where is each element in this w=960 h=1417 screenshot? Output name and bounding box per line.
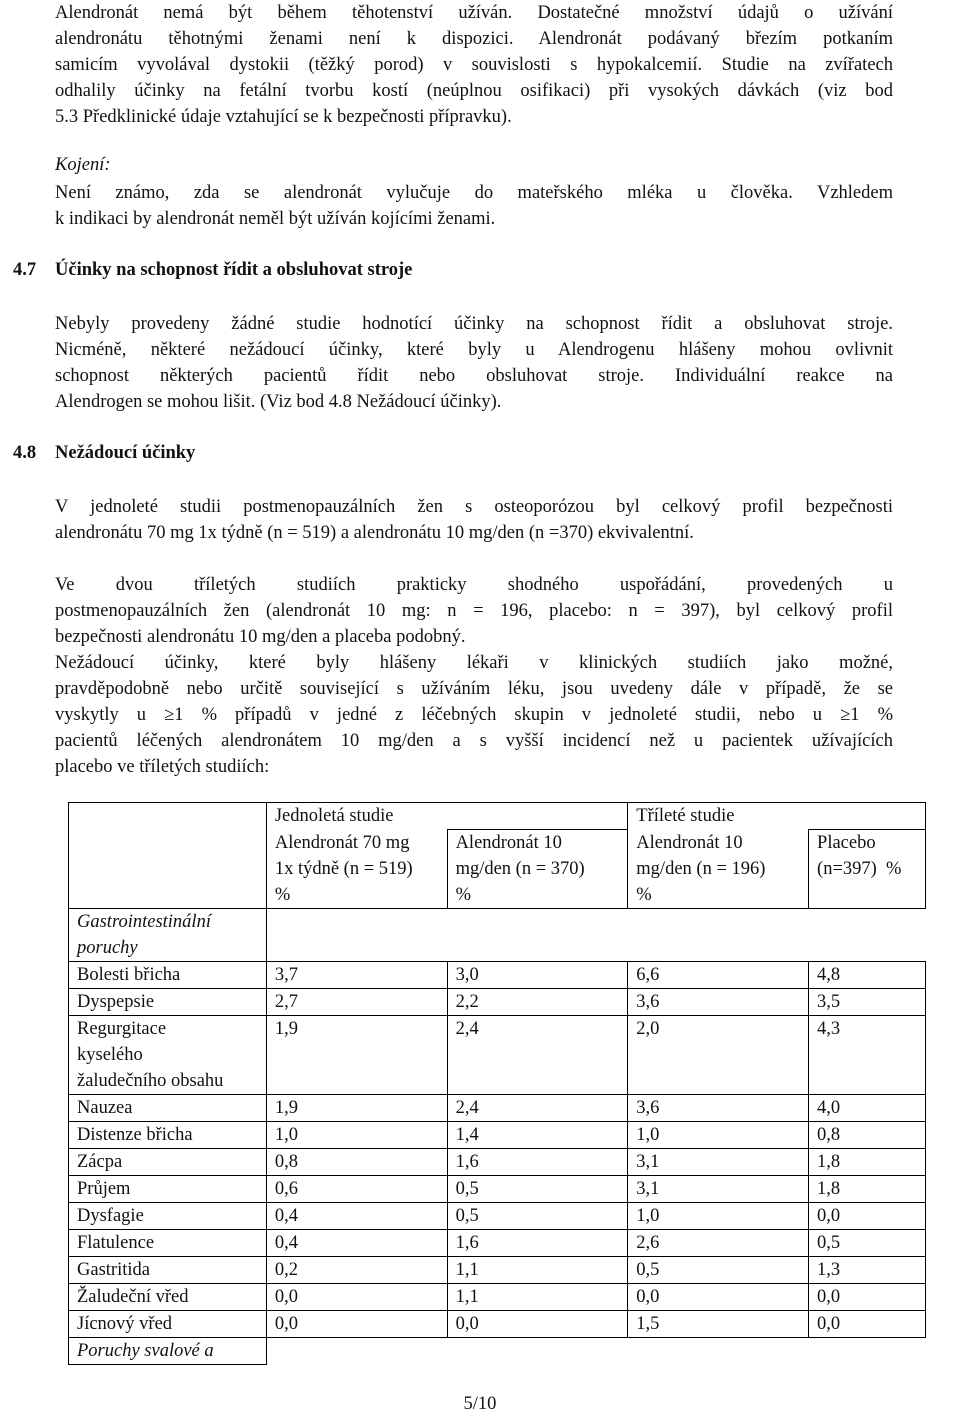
column-header <box>266 830 447 909</box>
value-cell: 1,9 <box>266 1095 447 1122</box>
column-header <box>447 830 628 909</box>
value-cell: 0,5 <box>447 1176 628 1203</box>
table-row <box>69 1203 926 1230</box>
table-group-row <box>69 909 926 962</box>
value-cell: 1,6 <box>447 1230 628 1257</box>
column-header-line: % <box>636 884 652 905</box>
text-line: odhalily účinky na fetální tvorbu kostí (neúplnou osifikaci) při vysokých dávkách (viz bod <box>55 81 893 101</box>
text-line: vyskytly u ≥1 % případů v jedné z léčebných skupin v jednoleté studii, nebo u ≥1 % <box>55 705 893 725</box>
empty-cell <box>266 1338 925 1365</box>
value-cell: 4,0 <box>809 1095 926 1122</box>
breastfeeding-heading: Kojení: <box>55 155 111 175</box>
text-line: 5.3 Předklinické údaje vztahující se k bezpečnosti přípravku). <box>55 107 512 127</box>
table-group-row <box>69 1338 926 1365</box>
adverse-events-table <box>68 802 926 1365</box>
value-cell: 0,2 <box>266 1257 447 1284</box>
value-cell: 3,0 <box>447 962 628 989</box>
value-cell: 2,2 <box>447 989 628 1016</box>
text-line: Není známo, zda se alendronát vylučuje do mateřského mléka u člověka. Vzhledem <box>55 183 893 203</box>
value-cell: 1,6 <box>447 1149 628 1176</box>
value-cell: 1,0 <box>628 1203 809 1230</box>
row-label: Distenze břicha <box>69 1122 267 1149</box>
table-row <box>69 1095 926 1122</box>
table-row <box>69 1016 926 1095</box>
value-cell: 0,0 <box>266 1311 447 1338</box>
value-cell: 1,9 <box>266 1016 447 1095</box>
group-label-cell <box>69 909 267 962</box>
section-title: Účinky na schopnost řídit a obsluhovat stroje <box>55 260 413 280</box>
column-header-line: % <box>274 884 291 905</box>
value-cell: 0,6 <box>266 1176 447 1203</box>
value-cell: 6,6 <box>628 962 809 989</box>
text-line: V jednoleté studii postmenopauzálních žen s osteoporózou byl celkový profil bezpečnosti <box>55 497 893 517</box>
text-line: Alendronát nemá být během těhotenství užíván. Dostatečné množství údajů o užívání <box>55 3 893 23</box>
value-cell: 3,6 <box>628 989 809 1016</box>
row-label: Gastritida <box>69 1257 267 1284</box>
value-cell: 1,8 <box>809 1149 926 1176</box>
value-cell: 3,1 <box>628 1149 809 1176</box>
table-row <box>69 962 926 989</box>
value-cell: 1,0 <box>628 1122 809 1149</box>
value-cell: 3,7 <box>266 962 447 989</box>
value-cell: 1,3 <box>809 1257 926 1284</box>
row-label: Průjem <box>69 1176 267 1203</box>
text-line: Nebyly provedeny žádné studie hodnotící účinky na schopnost řídit a obsluhovat stroje. <box>55 314 893 334</box>
text-line: placebo ve tříletých studiích: <box>55 757 270 777</box>
value-cell: 3,6 <box>628 1095 809 1122</box>
value-cell: 0,0 <box>628 1284 809 1311</box>
value-cell: 4,3 <box>809 1016 926 1095</box>
section-number: 4.7 <box>13 260 37 280</box>
text-line: pacientů léčených alendronátem 10 mg/den a s vyšší incidencí než u pacientek užívajících <box>55 731 893 751</box>
row-label <box>69 1016 267 1095</box>
row-label-line: kyselého <box>77 1045 143 1065</box>
column-header-line: 1x týdně (n = 519) <box>274 858 413 879</box>
text-line: Alendrogen se mohou lišit. (Viz bod 4.8 Nežádoucí účinky). <box>55 392 502 412</box>
empty-cell <box>266 909 925 962</box>
text-line: pravděpodobně nebo určitě související s užíváním léku, jsou uvedeny dále v případě, že se <box>55 679 893 699</box>
column-header-line: mg/den (n = 196) <box>636 858 766 879</box>
table-corner-cell <box>69 803 267 909</box>
value-cell: 1,1 <box>447 1257 628 1284</box>
study-three-year-header: Tříleté studie <box>628 803 926 830</box>
value-cell: 2,6 <box>628 1230 809 1257</box>
section-number: 4.8 <box>13 443 37 463</box>
row-label: Dyspepsie <box>69 989 267 1016</box>
column-header-line: mg/den (n = 370) <box>455 859 585 879</box>
value-cell: 2,4 <box>447 1095 628 1122</box>
column-header-line: Alendronát 10 <box>636 832 743 853</box>
row-label: Jícnový vřed <box>69 1311 267 1338</box>
study-one-year-header: Jednoletá studie <box>266 803 627 830</box>
text-line: alendronátu těhotnými ženami není k dispozici. Alendronát podávaný březím potkaním <box>55 29 893 49</box>
table-row <box>69 989 926 1016</box>
column-header-line: Alendronát 70 mg <box>274 832 410 853</box>
table-row <box>69 1284 926 1311</box>
value-cell: 0,0 <box>809 1284 926 1311</box>
table-row <box>69 1176 926 1203</box>
text-line: Ve dvou tříletých studiích prakticky shodného uspořádání, provedených u <box>55 575 893 595</box>
value-cell: 0,5 <box>628 1257 809 1284</box>
text-line: Nicméně, některé nežádoucí účinky, které byly u Alendrogenu hlášeny mohou ovlivnit <box>55 340 893 360</box>
row-label-line: Regurgitace <box>77 1019 167 1039</box>
value-cell: 0,4 <box>266 1203 447 1230</box>
table-row <box>69 1257 926 1284</box>
value-cell: 0,8 <box>809 1122 926 1149</box>
group-label-line: poruchy <box>77 938 138 958</box>
text-line: schopnost některých pacientů řídit nebo obsluhovat stroje. Individuální reakce na <box>55 366 893 386</box>
group-label-line: Gastrointestinální <box>77 912 211 932</box>
value-cell: 0,0 <box>809 1311 926 1338</box>
column-header-line: Placebo <box>817 833 876 853</box>
value-cell: 0,8 <box>266 1149 447 1176</box>
value-cell: 3,1 <box>628 1176 809 1203</box>
table-header-row <box>69 803 926 830</box>
table-row <box>69 1311 926 1338</box>
text-line: samicím vyvolával dystokii (těžký porod) v souvislosti s hypokalcemií. Studie na zvířatech <box>55 55 893 75</box>
text-line: alendronátu 70 mg 1x týdně (n = 519) a alendronátu 10 mg/den (n =370) ekvivalentní. <box>55 523 694 543</box>
value-cell: 0,0 <box>266 1284 447 1311</box>
value-cell: 0,0 <box>809 1203 926 1230</box>
column-header <box>628 830 809 909</box>
table-row <box>69 1230 926 1257</box>
row-label: Žaludeční vřed <box>69 1284 267 1311</box>
section-title: Nežádoucí účinky <box>55 443 196 463</box>
value-cell: 0,5 <box>447 1203 628 1230</box>
column-header-line: % <box>455 885 471 905</box>
text-line: k indikaci by alendronát neměl být užíván kojícími ženami. <box>55 209 496 229</box>
value-cell: 1,5 <box>628 1311 809 1338</box>
value-cell: 2,0 <box>628 1016 809 1095</box>
value-cell: 1,8 <box>809 1176 926 1203</box>
value-cell: 3,5 <box>809 989 926 1016</box>
text-line: bezpečnosti alendronátu 10 mg/den a placeba podobný. <box>55 627 466 647</box>
value-cell: 0,4 <box>266 1230 447 1257</box>
table-row <box>69 1122 926 1149</box>
row-label: Bolesti břicha <box>69 962 267 989</box>
value-cell: 2,7 <box>266 989 447 1016</box>
value-cell: 2,4 <box>447 1016 628 1095</box>
row-label-line: žaludečního obsahu <box>77 1071 224 1091</box>
value-cell: 0,0 <box>447 1311 628 1338</box>
row-label: Dysfagie <box>69 1203 267 1230</box>
page-number: 5/10 <box>463 1394 497 1414</box>
value-cell: 1,4 <box>447 1122 628 1149</box>
table-row <box>69 1149 926 1176</box>
column-header-line: (n=397) % <box>817 859 902 879</box>
row-label: Nauzea <box>69 1095 267 1122</box>
text-line: Nežádoucí účinky, které byly hlášeny lékaři v klinických studiích jako možné, <box>55 653 893 673</box>
row-label: Flatulence <box>69 1230 267 1257</box>
value-cell: 1,1 <box>447 1284 628 1311</box>
group-label-cell: Poruchy svalové a <box>69 1338 267 1365</box>
value-cell: 4,8 <box>809 962 926 989</box>
column-header-line: Alendronát 10 <box>455 833 562 853</box>
text-line: postmenopauzálních žen (alendronát 10 mg: n = 196, placebo: n = 397), byl celkový profil <box>55 601 893 621</box>
row-label: Zácpa <box>69 1149 267 1176</box>
column-header <box>809 830 926 909</box>
value-cell: 1,0 <box>266 1122 447 1149</box>
value-cell: 0,5 <box>809 1230 926 1257</box>
